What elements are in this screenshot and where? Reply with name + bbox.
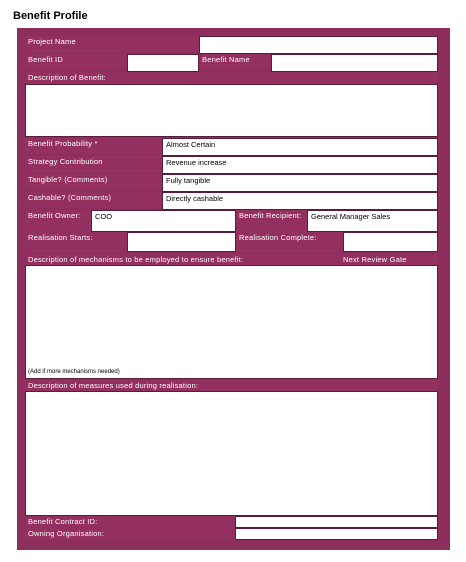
cashable-label: Cashable? (Comments) <box>25 192 162 208</box>
benefit-contract-id-label: Benefit Contract ID: <box>25 516 235 527</box>
description-of-benefit-label: Description of Benefit: <box>25 72 438 84</box>
add-more-mechanisms-note: (Add if more mechanisms needed) <box>28 369 120 375</box>
realisation-complete-label: Realisation Complete: <box>236 232 343 252</box>
benefit-profile-form <box>17 28 450 550</box>
measures-field[interactable] <box>25 391 438 516</box>
realisation-starts-field[interactable] <box>127 232 236 252</box>
owning-organisation-field[interactable] <box>235 528 438 540</box>
measures-label: Description of measures used during realisation: <box>25 380 438 391</box>
benefit-owner-field[interactable]: COO <box>91 210 236 232</box>
realisation-starts-label: Realisation Starts: <box>25 232 127 252</box>
benefit-id-field[interactable] <box>127 54 199 72</box>
benefit-probability-label: Benefit Probability * <box>25 138 162 154</box>
benefit-recipient-label: Benefit Recipient: <box>236 210 307 232</box>
description-of-benefit-field[interactable] <box>25 84 438 137</box>
benefit-id-label: Benefit ID <box>25 54 127 70</box>
strategy-contribution-label: Strategy Contribution <box>25 156 162 172</box>
realisation-complete-field[interactable] <box>343 232 438 252</box>
strategy-contribution-field[interactable]: Revenue increase <box>162 156 438 174</box>
project-name-field[interactable] <box>199 36 438 54</box>
benefit-owner-label: Benefit Owner: <box>25 210 91 232</box>
benefit-name-label: Benefit Name <box>199 54 271 70</box>
mechanisms-field[interactable] <box>25 265 438 379</box>
tangible-label: Tangible? (Comments) <box>25 174 162 190</box>
benefit-contract-id-field[interactable] <box>235 516 438 528</box>
tangible-field[interactable]: Fully tangible <box>162 174 438 192</box>
page-title: Benefit Profile <box>13 10 88 22</box>
benefit-probability-field[interactable]: Almost Certain <box>162 138 438 156</box>
mechanisms-label: Description of mechanisms to be employed to ensure benefit: <box>25 254 340 265</box>
owning-organisation-label: Owning Organisation: <box>25 528 235 540</box>
project-name-label: Project Name <box>25 36 199 52</box>
cashable-field[interactable]: Directly cashable <box>162 192 438 210</box>
next-review-gate-label: Next Review Gate <box>340 254 438 265</box>
benefit-name-field[interactable] <box>271 54 438 72</box>
benefit-recipient-field[interactable]: General Manager Sales <box>307 210 438 232</box>
